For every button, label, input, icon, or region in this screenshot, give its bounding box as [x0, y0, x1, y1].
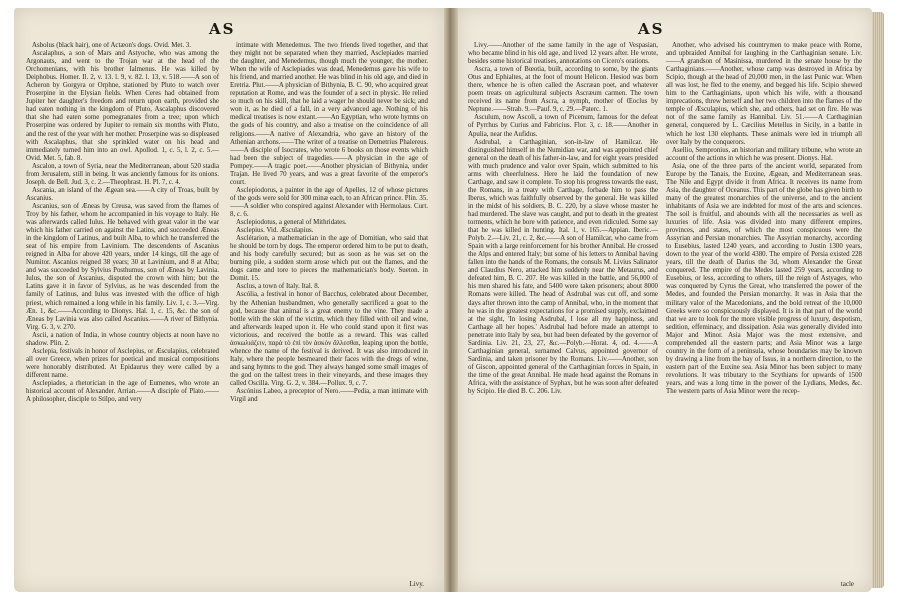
entry-paragraph: Asclepius. Vid. Æsculapius.: [236, 227, 314, 235]
left-page: [14, 8, 444, 592]
right-running-head: AS: [638, 20, 665, 38]
entry-paragraph: Asdrubal, a Carthaginian, son-in-law of Hamilcar. He distinguished himself in the Numidian war, and was appointed chief general on the death of his father-in-law, and for eight years presided with much prudence and valor over Spain, which submitted to his arms with cheerfulness. Here he laid the foundation of new Carthage, and saw it complete. To stop his progress towards the east, the Romans, in a treaty with Carthage, forbade him to pass the Iberus, which was faithfully observed by the general. He was killed in the midst of his soldiers, B. C. 220, by a slave whose master he had murdered. The slave was caught, and put to death in the greatest torments, which he bore with patience, and even ridiculed. Some say that he was killed in hunting. Ital. 1, v. 165.—Appian. Iberic.—Polyb. 2.—Liv. 21, c. 2, &c.——A son of Hamilcar, who came from Spain with a large reinforcement for his brother Annibal. He crossed the Alps and entered Italy; but some of his letters to Annibal having fallen into the hands of the Romans, the consuls M. Livius Salinator and Claudius Nero, attacked him suddenly near the Metaurus, and defeated him, B. C. 207. He was killed in the battle, and 56,000 of his men shared his fate, and 5400 were taken prisoners; about 8000 Romans were killed. The head of Asdrubal was cut off, and some days after thrown into the camp of Annibal, who, in the moment that he was in the greatest expectations for a promised supply, exclaimed at the sight, 'In losing Asdrubal, I lose all my happiness, and Carthage all her hopes.' Asdrubal had before made an attempt to penetrate into Italy by sea, but had been defeated by the governor of Sardinia. Liv. 21, 23, 27, &c.—Polyb.—Horat. 4, od. 4.——A Carthaginian general, surnamed Calvus, appointed governor of Sardinia, and taken prisoner by the Romans. Liv.——Another, son of Giscon, appointed general of the Carthaginian forces in Spain, in the time of the great Annibal. He made head against the Romans in Africa, with the assistance of Syphax, but he was soon after defeated by Scipio. He died B. C. 206. Liv.: [468, 138, 658, 396]
entry-paragraph: Asculum, now Ascoli, a town of Picenum, famous for the defeat of Pyrrhus by Curius and Fabricius. Flor. 3, c. 18.——Another in Apulia, near the Aufidus.: [468, 114, 658, 138]
book-gutter: [444, 8, 458, 592]
entry-paragraph: Another, who advised his countrymen to make peace with Rome, and upbraided Annibal for laughing in the Carthaginian senate. Liv.——A grandson of Masinissa, murdered in the senate house by the Carthaginians.——Another, whose camp was destroyed in Africa by Scipio, though at the head of 20,000 men, in the last Punic war. When all was lost, he fled to the enemy, and begged his life. Scipio shewed him to the Carthaginians, upon which his wife, with a thousand imprecations, threw herself and her two children into the flames of the temple of Æsculapius, which she, and others, had set on fire. He was not of the same family as Hannibal. Liv. 51.——A Carthaginian general, conquered by L. Cæcilius Metellus in Sicily, in a battle in which he lost 130 elephants. These animals were led in triumph all over Italy by the conquerors.: [666, 42, 862, 146]
entry-paragraph: Ascalon, a town of Syria, near the Mediterranean, about 520 stadia from Jerusalem, still in being. It was anciently famous for its onions. Joseph. de Bell. Jud. 3, c. 2.—Theophrast. H. Pl. 7, c. 4.: [26, 162, 219, 186]
entry-paragraph: Ascii, a nation of India, in whose country objects at noon have no shadow. Plin. 2.: [26, 331, 219, 347]
entry-paragraph: Asellio, Sempronius, an historian and military tribune, who wrote an account of the actions in which he was present. Dionys. Hal.: [666, 146, 862, 162]
entry-paragraph: Ascanius, son of Æneas by Creusa, was saved from the flames of Troy by his father, whom he accompanied in his voyage to Italy. He was afterwards called Iulus. He behaved with great valor in the war which his father carried on against the Latins, and succeeded Æneas in the kingdom of Latinus, and built Alba, to which he transferred the seat of his empire from Lavinium. The descendents of Ascanius reigned in Alba for above 420 years, under 14 kings, till the age of Numitor. Ascanius reigned 38 years; 30 at Lavinium, and 8 at Alba; and was succeeded by Sylvius Posthumus, son of Æneas by Lavinia. Iulus, the son of Ascanius, disputed the crown with him; but the Latins gave it in favor of Sylvius, as he was descended from the family of Latinus, and Iulus was invested with the office of high priest, which remained a long while in his family. Liv. 1, c. 3.—Virg. Æn. 1, &c.——According to Dionys. Hal. 1, c. 15, &c. the son of Æneas by Lavinia was also called Ascanius.——A river of Bithynia. Virg. G. 3, v. 270.: [26, 202, 219, 331]
entry-paragraph: Asclepiades, a rhetorician in the age of Eumenes, who wrote an historical account of Alexander. Arrian.——A disciple of Plato.——A philosopher, disciple to Stilpo, and very: [26, 379, 219, 404]
entry-paragraph: Ascónius Labeo, a preceptor of Nero.——Pedia, a man intimate with Virgil and: [230, 388, 428, 404]
left-column-2: [230, 42, 428, 587]
left-column-1: [26, 42, 219, 587]
page-edges: [872, 12, 884, 588]
entry-paragraph: intimate with Menedemus. The two friends lived together, and that they might not be separated when they married, Asclepiades married the daughter, and Menedemus, though much the younger, the mother. When the wife of Asclepiades was dead, Menedemus gave his wife to his friend, and married another. He was blind in his old age, and died in Eretria. Plut.——A physician of Bithynia, B. C. 90, who acquired great reputation at Rome, and was the founder of a sect in physic. He relied so much on his skill, that he laid a wager he should never be sick; and won it, as he died of a fall, in a very advanced age. Nothing of his medical treatises is now extant.——An Egyptian, who wrote hymns on the gods of his country, and also a treatise on the coincidence of all religions.——A native of Alexandria, who gave an history of the Athenian archons.——The writer of a treatise on Demetrius Phalereus.——A disciple of Isocrates, who wrote 6 books on those events which had been the subject of tragedies.——A physician in the age of Pompey.——A tragic poet.——Another physician of Bithynia, under Trajan. He lived 70 years, and was a great favorite of the emperor's court.: [230, 42, 428, 186]
entry-paragraph: Asclepia, festivals in honor of Asclepius, or Æsculapius, celebrated all over Greece, when prizes for poetical and musical compositions were honorably distributed. At Epidaurus they were called by a different name.: [26, 347, 219, 379]
entry-paragraph: Livy.——Another of the same family in the age of Vespasian, who became blind in his old age, and lived 12 years after. He wrote, besides some historical treatises, annotations on Cicero's orations.: [468, 42, 658, 66]
entry-paragraph: Asclus, a town of Italy. Ital. 8.: [236, 283, 320, 291]
left-running-head: AS: [209, 20, 236, 38]
entry-paragraph: Asclepiodotus, a general of Mithridates.: [236, 219, 347, 227]
entry-paragraph: Ascra, a town of Bœotia, built, according to some, by the giants Otus and Ephialtes, at the foot of mount Helicon. Hesiod was born there, whence he is often called the Ascræan poet, and whatever poem treats on agricultural subjects Ascræum carmen. The town received its name from Ascra, a nymph, mother of Œoclus by Neptune.——Strab. 9.—Pauf. 9, c. 29.—Paterc. 1.: [468, 66, 658, 114]
right-column-1: [468, 42, 658, 587]
right-catchword: tacle: [840, 580, 854, 588]
entry-paragraph: Asclétarion, a mathematician in the age of Domitian, who said that he should be torn by dogs. The emperor ordered him to be put to death, and his body carefully secured; but as soon as he was set on the burning pile, a sudden storm arose which put out the flames, and the dogs came and tore to pieces the mathematician's body. Sueton. in Domit. 15.: [230, 235, 428, 283]
entry-paragraph: Ascania, an island of the Ægean sea.——A city of Troas, built by Ascanius.: [26, 186, 219, 202]
entry-paragraph: Asbolus (black hair), one of Actæon's dogs. Ovid. Met. 3.: [32, 42, 191, 49]
entry-paragraph: Ascólia, a festival in honor of Bacchus, celebrated about December, by the Athenian husbandmen, who generally sacrificed a goat to the god, because that animal is a great enemy to the vine. They made a bottle with the skin of the victim, which they filled with oil and wine, and afterwards leaped upon it. He who could stand upon it first was victorious, and received the bottle as a reward. This was called ἀσκωλιάζειν, παρὰ τὸ ἐπὶ τὸν ἀσκὸν ἄλλεσθαι, leaping upon the bottle, whence the name of the festival is derived. It was also introduced in Italy, where the people besmeared their faces with the dregs of wine, and sang hymns to the god. They always hanged some small images of the god on the tallest trees in their vineyards, and these images they called Oscilla. Virg. G. 2, v. 384.—Pollux. 9, c. 7.: [230, 291, 428, 387]
left-catchword: Livy.: [409, 580, 424, 588]
right-column-2: [666, 42, 862, 587]
entry-paragraph: Asia, one of the three parts of the ancient world, separated from Europe by the Tanais, the Euxine, Ægean, and Mediterranean seas. The Nile and Egypt divide it from Africa. It receives its name from Asia, the daughter of Oceanus. This part of the globe has given birth to many of the greatest monarchies of the universe, and to the ancient inhabitants of Asia we are indebted for most of the arts and sciences. The soil is fruitful, and abounds with all the necessaries as well as luxuries of life. Asia was divided into many different empires, provinces, and states, of which the most conspicuous were the Assyrian and Persian monarchies. The Assyrian monarchy, according to Eusebius, lasted 1240 years, and according to Justin 1300 years, down to the year of the world 4380. The empire of Persia existed 228 years, till the death of Darius the 3d, whom Alexander the Great conquered. The empire of the Medes lasted 259 years, according to Eusebius, or less, according to others, till the reign of Astyages, who was conquered by Cyrus the Great, who transferred the power of the Medes, and founded the Persian monarchy. It was in Asia that the military valor of the Macedonians, and the bold retreat of the 10,000 Greeks were so conspicuously displayed. It is in that part of the world that we are to look for the more visible progress of luxury, despotism, sedition, effeminacy, and dissipation. Asia was generally divided into Major and Minor. Asia Major was the most extensive, and comprehended all the eastern parts; and Asia Minor was a large country in the form of a peninsula, whose boundaries may be known by drawing a line from the bay of Issus, in a northern direction, to the eastern part of the Euxine sea. Asia Minor has been subject to many revolutions. It was tributary to the Scythians for upwards of 1500 years, and was a long time in the power of the Lydians, Medes, &c. The western parts of Asia Minor were the recep-: [666, 162, 862, 396]
entry-paragraph: Asclepiodorus, a painter in the age of Apelles, 12 of whose pictures of the gods were sold for 300 minæ each, to an African prince. Plin. 35.——A soldier who conspired against Alexander with Hermolaus. Curt. 8, c. 6.: [230, 186, 428, 218]
right-page: [458, 8, 872, 592]
entry-paragraph: Ascalaphus, a son of Mars and Astyoche, who was among the Argonauts, and went to the Trojan war at the head of the Orchomenians, with his brother Ialmenus. He was killed by Deiphobus. Homer. Il. 2, v. 13. l. 9, v. 82. l. 13, v. 518.——A son of Acheron by Gorgyra or Orphne, stationed by Pluto to watch over Proserpine in the Elysian fields. When Ceres had obtained from Jupiter her daughter's freedom and return upon earth, provided she had eaten nothing in the kingdom of Pluto, Ascalaphus discovered that she had eaten some pomegranates from a tree; upon which Proserpine was ordered by Jupiter to remain six months with Pluto, and the rest of the year with her mother. Proserpine was so displeased with Ascalaphus, that she sprinkled water on his head and immediately turned him into an owl. Apollod. 1, c. 5, l. 2, c. 5.—Ovid. Met. 5, fab. 8.: [26, 50, 219, 162]
